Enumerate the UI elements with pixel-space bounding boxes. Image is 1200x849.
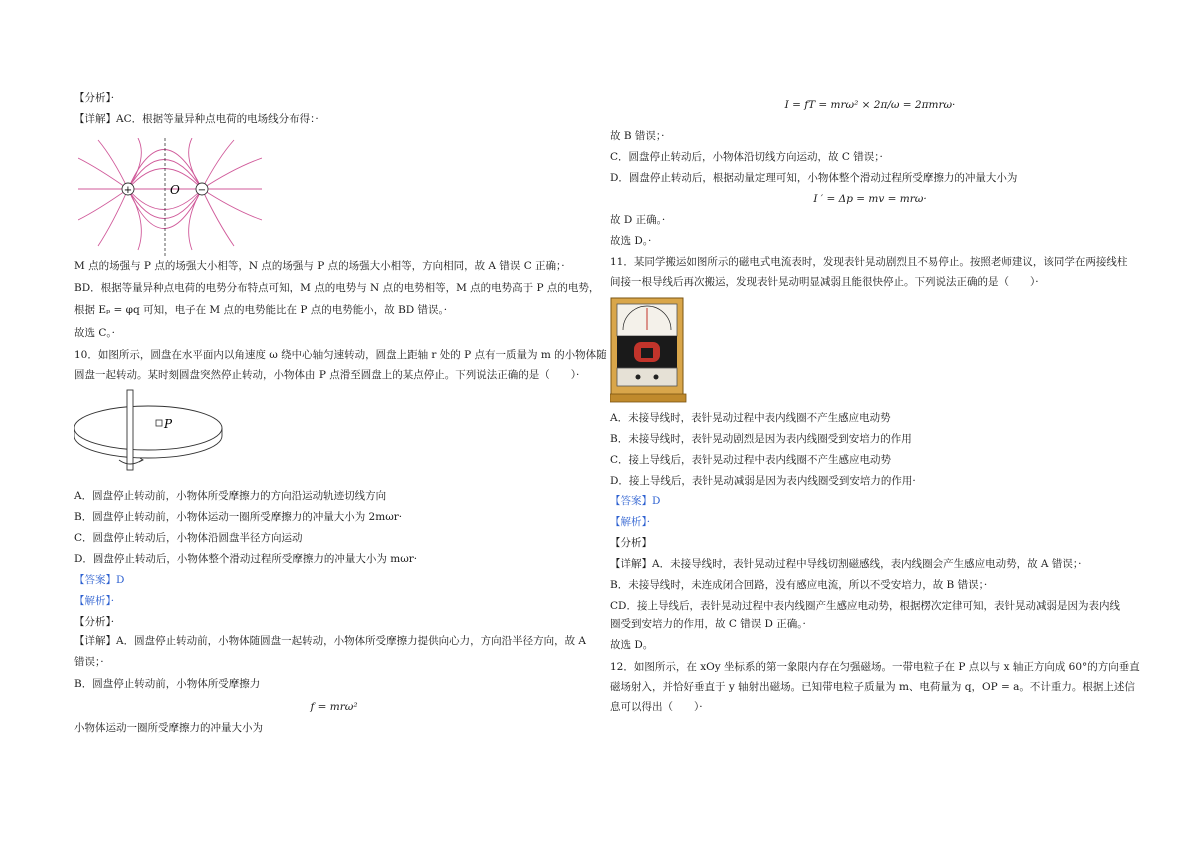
q11-answer: 【答案】D <box>610 495 661 507</box>
origin-label: O <box>170 183 180 197</box>
b-conclusion: 故 B 错误；· <box>610 130 665 142</box>
q10-friction-formula: f = mrω² <box>310 701 358 713</box>
q12-stem-2: 磁场射入，并恰好垂直于 y 轴射出磁场。已知带电粒子质量为 m、电荷量为 q，OP = a。不计重力。根据上述信 <box>610 681 1135 693</box>
q10-option-a: A．圆盘停止转动前，小物体所受摩擦力的方向沿运动轨迹切线方向 <box>74 490 387 502</box>
q10-answer: 【答案】D <box>74 574 125 586</box>
q11-analysis: 【分析】 <box>610 537 652 549</box>
q11-option-b: B．未接导线时，表针晃动剧烈是因为表内线圈受到安培力的作用 <box>610 433 912 445</box>
q11-option-a: A．未接导线时，表针晃动过程中表内线圈不产生感应电动势 <box>610 412 891 424</box>
negative-charge-label: − <box>197 185 207 196</box>
q12-stem-1: 12．如图所示，在 xOy 坐标系的第一象限内存在匀强磁场。一带电粒子在 P 点以与 x 轴正方向成 60°的方向垂直 <box>610 661 1140 673</box>
ep-text: 根据 Eₚ = φq 可知，电子在 M 点的电势能比在 P 点的电势能小，故 BD 错误。· <box>74 304 448 316</box>
bd-text: BD．根据等量异种点电荷的电势分布特点可知，M 点的电势与 N 点的电势相等，M 点的电势高于 P 点的电势， <box>74 282 600 294</box>
disk-figure <box>74 388 224 480</box>
q9-answer: 故选 C。· <box>74 327 115 339</box>
impulse-formula-1: I = fT = mrω² × 2π/ω = 2πmrω· <box>784 99 956 111</box>
point-p-label: P <box>164 417 173 431</box>
q11-option-c: C．接上导线后，表针晃动过程中表内线圈不产生感应电动势 <box>610 454 892 466</box>
q10-stem-1: 10．如图所示，圆盘在水平面内以角速度 ω 绕中心轴匀速转动，圆盘上距轴 r 处的 P 点有一质量为 m 的小物体随 <box>74 349 607 361</box>
q10-parse: 【解析】· <box>74 595 115 607</box>
q11-final-answer: 故选 D。 <box>610 639 654 651</box>
q11-stem-1: 11．某同学搬运如图所示的磁电式电流表时，发现表针晃动剧烈且不易停止。按照老师建议，该同学在两接线柱 <box>610 256 1128 268</box>
galvanometer-figure <box>610 296 690 404</box>
impulse-formula-2: I ′ = Δp = mv = mrω· <box>813 193 927 205</box>
q10-detail-4: 小物体运动一圈所受摩擦力的冲量大小为 <box>74 722 263 734</box>
q11-option-d: D．接上导线后，表针晃动减弱是因为表内线圈受到安培力的作用· <box>610 475 916 487</box>
q10-analysis: 【分析】· <box>74 616 115 628</box>
q10-stem-2: 圆盘一起转动。某时刻圆盘突然停止转动，小物体由 P 点滑至圆盘上的某点停止。下列说法正确的是（ ）· <box>74 369 580 381</box>
q10-option-d: D．圆盘停止转动后，小物体整个滑动过程所受摩擦力的冲量大小为 mωr· <box>74 553 418 565</box>
d-explanation: D．圆盘停止转动后，根据动量定理可知，小物体整个滑动过程所受摩擦力的冲量大小为 <box>610 172 1018 184</box>
c-explanation: C．圆盘停止转动后，小物体沿切线方向运动，故 C 错误；· <box>610 151 883 163</box>
q11-detail-4: 圈受到安培力的作用，故 C 错误 D 正确。· <box>610 618 806 630</box>
q10-option-b: B．圆盘停止转动前，小物体运动一圈所受摩擦力的冲量大小为 2mωr· <box>74 511 403 523</box>
q10-detail-2: 错误；· <box>74 656 104 668</box>
q11-detail-2: B．未接导线时，未连成闭合回路，没有感应电流，所以不受安培力，故 B 错误；· <box>610 579 988 591</box>
mn-text: M 点的场强与 P 点的场强大小相等，N 点的场强与 P 点的场强大小相等，方向相同，故 A 错误 C 正确；· <box>74 260 565 272</box>
d-conclusion: 故 D 正确。· <box>610 214 666 226</box>
electric-field-figure <box>78 138 262 256</box>
q11-detail-1: 【详解】A．未接导线时，表针晃动过程中导线切割磁感线，表内线圈会产生感应电动势，故 A 错误；· <box>610 558 1082 570</box>
q10-detail-1: 【详解】A．圆盘停止转动前，小物体随圆盘一起转动，小物体所受摩擦力提供向心力，方向沿半径方向，故 A <box>74 635 587 647</box>
positive-charge-label: + <box>123 185 133 196</box>
q10-option-c: C．圆盘停止转动后，小物体沿圆盘半径方向运动 <box>74 532 303 544</box>
analysis-heading: 【分析】· <box>74 92 115 104</box>
q10-final-answer: 故选 D。· <box>610 235 652 247</box>
q11-detail-3: CD．接上导线后，表针晃动过程中表内线圈产生感应电动势，根据楞次定律可知，表针晃动减弱是因为表内线 <box>610 600 1120 612</box>
q12-stem-3: 息可以得出（ ）· <box>610 701 703 713</box>
q10-detail-3: B．圆盘停止转动前，小物体所受摩擦力 <box>74 678 261 690</box>
q11-stem-2: 间接一根导线后再次搬运，发现表针晃动明显减弱且能很快停止。下列说法正确的是（ ）· <box>610 276 1039 288</box>
q11-parse: 【解析】· <box>610 516 651 528</box>
detail-text: 【详解】AC．根据等量异种点电荷的电场线分布得：· <box>74 113 319 125</box>
